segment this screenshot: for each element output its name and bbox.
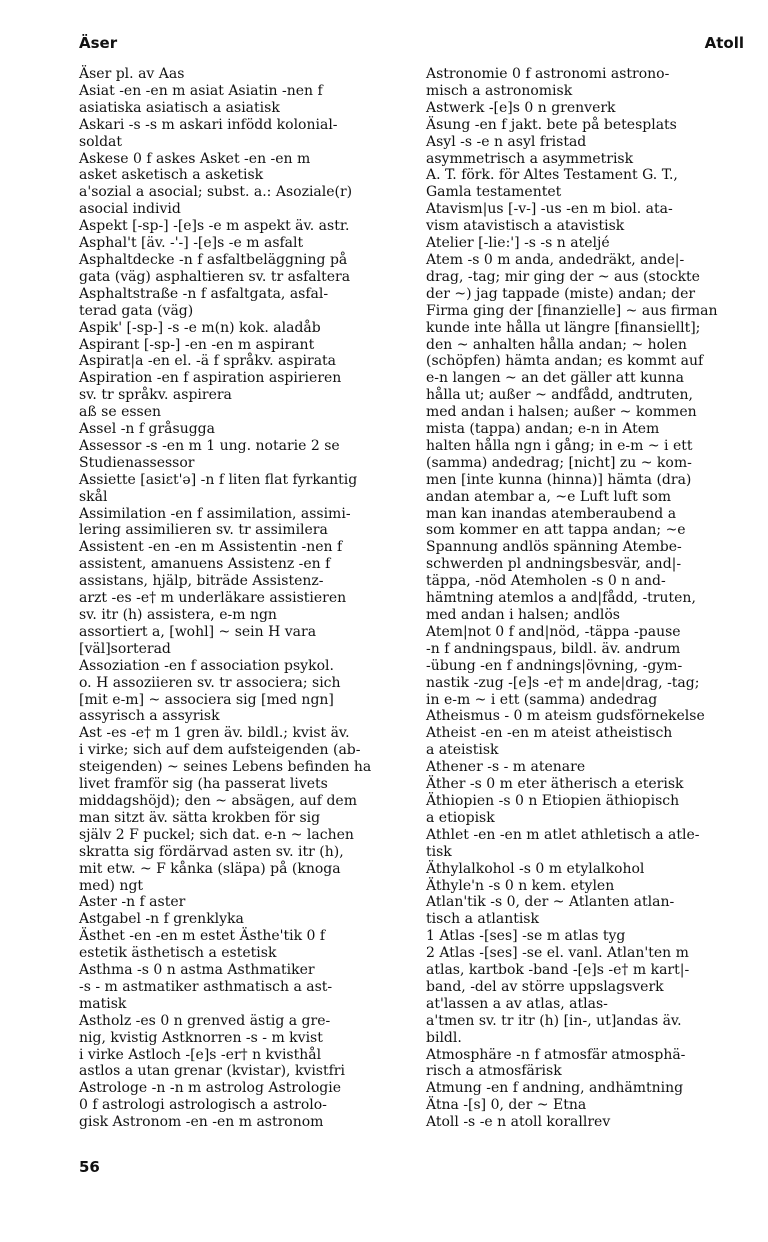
entry-line: Aspekt [-sp-] -[e]s -e m aspekt äv. astr.	[79, 218, 350, 235]
entry-line: asocial individ	[79, 201, 181, 218]
entry-line: Äthiopien -s 0 n Etiopien äthiopisch	[426, 792, 680, 809]
entry-line: 1 Atlas -[ses] -se m atlas tyg	[426, 928, 626, 945]
entry-line: 0 f astrologi astrologisch a astrolo-	[79, 1097, 327, 1114]
entry-line: Atavism|us [-v-] -us -en m biol. ata-	[426, 201, 673, 218]
entry-line: sv. itr (h) assistera, e-m ngn	[79, 607, 277, 623]
entry-line: Äsung -en f jakt. bete på betesplats	[426, 116, 677, 133]
entry-line: Athener -s - m atenare	[426, 759, 586, 776]
entry-line: Askese 0 f askes Asket -en -en m	[79, 150, 311, 167]
entry-line: Asphal't [äv. -'-] -[e]s -e m asfalt	[79, 235, 304, 252]
entry-line: Studienassessor	[79, 454, 195, 471]
entry-line: Assiette [asiɛt'ə] -n f liten flat fyrkantig	[79, 471, 358, 488]
entry-line: täppa, -nöd Atemholen -s 0 n and-	[426, 573, 666, 590]
entry-line: skål	[79, 488, 108, 505]
entry-line: -n f andningspaus, bildl. äv. andrum	[426, 640, 681, 657]
entry-line: a etiopisk	[426, 809, 495, 826]
entry-line: Asphaltdecke -n f asfaltbeläggning på	[79, 251, 348, 268]
entry-line: Atem|not 0 f and|nöd, -täppa -pause	[426, 623, 681, 640]
entry-line: a'tmen sv. tr itr (h) [in-, ut]andas äv.	[426, 1012, 682, 1029]
entry-line: estetik ästhetisch a estetisk	[79, 945, 277, 962]
entry-line: Athlet -en -en m atlet athletisch a atle-	[426, 826, 700, 843]
entry-line: risch a atmosfärisk	[426, 1063, 562, 1080]
entry-line: tisch a atlantisk	[426, 911, 539, 928]
entry-line: Asthma -s 0 n astma Asthmatiker	[79, 962, 315, 979]
entry-line: med) ngt	[79, 877, 144, 894]
right-column	[426, 66, 747, 1131]
entry-line: gisk Astronom -en -en m astronom	[79, 1114, 324, 1131]
entry-line: Astrologe -n -n m astrolog Astrologie	[79, 1080, 342, 1097]
entry-line: Aspirat|a -en el. -ä f språkv. aspirata	[79, 353, 337, 370]
entry-line: Ast -es -e† m 1 gren äv. bildl.; kvist äv.	[79, 725, 350, 742]
entry-line: Aspiration -en f aspiration aspirieren	[79, 370, 342, 387]
entry-line: (schöpfen) hämta andan; es kommt auf	[426, 353, 704, 370]
entry-line: Astholz -es 0 n grenved ästig a gre-	[79, 1012, 331, 1029]
entry-line: in e-m ~ i ett (samma) andedrag	[426, 691, 658, 708]
entry-line: asiatiska asiatisch a asiatisk	[79, 99, 280, 116]
entry-line: Aster -n f aster	[79, 894, 186, 911]
entry-line: astlos a utan grenar (kvistar), kvistfri	[79, 1063, 345, 1080]
entry-line: o. H assoziieren sv. tr associera; sich	[79, 674, 341, 691]
entry-line: [mit e-m] ~ associera sig [med ngn]	[79, 691, 334, 708]
entry-line: schwerden pl andningsbesvär, and|-	[426, 556, 682, 573]
entry-line: nig, kvistig Astknorren -s - m kvist	[79, 1029, 323, 1046]
entry-line: aß se essen	[79, 404, 162, 421]
entry-line: Firma ging der [finanzielle] ~ aus firman	[426, 302, 718, 319]
entry-line: Astgabel -n f grenklyka	[79, 911, 244, 928]
entry-line: i virke Astloch -[e]s -er† n kvisthål	[79, 1046, 322, 1063]
entry-line: -s - m astmatiker asthmatisch a ast-	[79, 978, 333, 995]
entry-line: e-n langen ~ an det gäller att kunna	[426, 370, 684, 387]
entry-line: men [inte kunna (hinna)] hämta (dra)	[426, 471, 692, 488]
entry-line: sv. tr språkv. aspirera	[79, 387, 232, 404]
entry-line: den ~ anhalten hålla andan; ~ holen	[426, 336, 687, 353]
entry-line: Assel -n f gråsugga	[79, 421, 215, 438]
entry-line: Äthyle'n -s 0 n kem. etylen	[426, 877, 615, 894]
guide-word-left: Äser	[79, 34, 118, 52]
entry-line: Atlan'tik -s 0, der ~ Atlanten atlan-	[426, 894, 675, 911]
entry-line: der ~) jag tappade (miste) andan; der	[426, 285, 696, 302]
entry-line: asket asketisch a asketisk	[79, 167, 264, 184]
entry-line: terad gata (väg)	[79, 302, 194, 319]
entry-line: Atoll -s -e n atoll korallrev	[426, 1114, 611, 1131]
entry-line: Assistent -en -en m Assistentin -nen f	[79, 539, 343, 556]
entry-line: med andan i halsen; andlös	[426, 607, 620, 623]
entry-line: bildl.	[426, 1029, 462, 1046]
entry-line: Asphaltstraße -n f asfaltgata, asfal-	[79, 285, 329, 302]
entry-line: a'sozial a asocial; subst. a.: Asoziale(r)	[79, 184, 353, 201]
entry-line: a ateistisk	[426, 742, 499, 759]
entry-line: (samma) andedrag; [nicht] zu ~ kom-	[426, 454, 692, 471]
entry-line: gata (väg) asphaltieren sv. tr asfaltera	[79, 268, 351, 285]
entry-line: Atelier [-lie:'] -s -s n ateljé	[426, 235, 610, 252]
entry-line: arzt -es -e† m underläkare assistieren	[79, 590, 347, 607]
entry-line: assistans, hjälp, biträde Assistenz-	[79, 573, 324, 590]
entry-line: Äther -s 0 m eter ätherisch a eterisk	[426, 776, 684, 793]
entry-line: Assimilation -en f assimilation, assimi-	[79, 505, 351, 522]
entry-line: man kan inandas atemberaubend a	[426, 505, 677, 522]
entry-line: Ästhet -en -en m estet Ästhe'tik 0 f	[79, 928, 326, 945]
entry-line: asymmetrisch a asymmetrisk	[426, 150, 634, 167]
guide-word-right: Atoll	[704, 34, 744, 52]
entry-line: Aspirant [-sp-] -en -en m aspirant	[79, 336, 315, 353]
entry-line: tisk	[426, 843, 452, 860]
entry-line: hämtning atemlos a and|fådd, -truten,	[426, 590, 696, 607]
entry-line: i virke; sich auf dem aufsteigenden (ab-	[79, 742, 361, 759]
entry-line: andan atembar a, ~e Luft luft som	[426, 488, 672, 505]
entry-line: -übung -en f andnings|övning, -gym-	[426, 657, 683, 674]
entry-line: middagshöjd); den ~ absägen, auf dem	[79, 792, 357, 809]
entry-line: steigenden) ~ seines Lebens befinden ha	[79, 759, 372, 776]
entry-line: Atmosphäre -n f atmosfär atmosphä-	[426, 1046, 686, 1063]
entry-line: Spannung andlös spänning Atembe-	[426, 539, 682, 556]
entry-line: Astronomie 0 f astronomi astrono-	[426, 66, 670, 82]
entry-line: med andan i halsen; außer ~ kommen	[426, 404, 697, 421]
entry-line: atlas, kartbok -band -[e]s -e† m kart|-	[426, 962, 690, 979]
entry-line: Atmung -en f andning, andhämtning	[426, 1080, 684, 1097]
entry-line: halten hålla ngn i gång; in e-m ~ i ett	[426, 437, 693, 454]
entry-line: at'lassen a av atlas, atlas-	[426, 995, 608, 1012]
entry-line: Äthylalkohol -s 0 m etylalkohol	[426, 860, 645, 877]
entry-line: Äser pl. av Aas	[79, 66, 185, 82]
page-number: 56	[79, 1158, 100, 1176]
entry-line: själv 2 F puckel; sich dat. e-n ~ lachen	[79, 826, 354, 843]
entry-line: band, -del av större uppslagsverk	[426, 978, 664, 995]
entry-line: Atheist -en -en m ateist atheistisch	[426, 725, 673, 742]
entry-line: matisk	[79, 995, 127, 1012]
entry-line: hålla ut; außer ~ andfådd, andtruten,	[426, 387, 693, 404]
entry-line: man sitzt äv. sätta krokben för sig	[79, 809, 321, 826]
entry-line: assortiert a, [wohl] ~ sein H vara	[79, 623, 317, 640]
entry-line: Gamla testamentet	[426, 184, 562, 201]
entry-line: vism atavistisch a atavistisk	[426, 218, 625, 235]
entry-line: assistent, amanuens Assistenz -en f	[79, 556, 331, 573]
entry-line: livet framför sig (ha passerat livets	[79, 776, 328, 793]
entry-line: Assoziation -en f association psykol.	[79, 657, 334, 674]
entry-line: mit etw. ~ F kånka (släpa) på (knoga	[79, 860, 341, 877]
entry-line: drag, -tag; mir ging der ~ aus (stockte	[426, 268, 700, 285]
entry-line: [väl]sorterad	[79, 640, 171, 657]
entry-line: som kommer en att tappa andan; ~e	[426, 522, 686, 539]
entry-line: skratta sig fördärvad asten sv. itr (h),	[79, 843, 344, 860]
entry-line: kunde inte hålla ut längre [finansiellt];	[426, 319, 701, 336]
entry-line: Aspik' [-sp-] -s -e m(n) kok. aladåb	[79, 319, 321, 336]
entry-line: Asiat -en -en m asiat Asiatin -nen f	[79, 82, 323, 99]
entry-line: Ätna -[s] 0, der ~ Etna	[426, 1097, 587, 1114]
entry-line: 2 Atlas -[ses] -se el. vanl. Atlan'ten m	[426, 945, 689, 962]
entry-line: assyrisch a assyrisk	[79, 708, 220, 725]
entry-line: Atheismus - 0 m ateism gudsförnekelse	[426, 708, 705, 725]
entry-line: Askari -s -s m askari infödd kolonial-	[79, 116, 338, 133]
entry-line: Assessor -s -en m 1 ung. notarie 2 se	[79, 437, 340, 454]
entry-line: A. T. förk. för Altes Testament G. T.,	[426, 167, 678, 184]
entry-line: lering assimilieren sv. tr assimilera	[79, 522, 328, 539]
entry-line: Atem -s 0 m anda, andedräkt, ande|-	[426, 251, 685, 268]
entry-line: Asyl -s -e n asyl fristad	[426, 133, 587, 150]
left-column	[79, 66, 401, 1131]
entry-line: nastik -zug -[e]s -e† m ande|drag, -tag;	[426, 674, 700, 691]
entry-line: mista (tappa) andan; e-n in Atem	[426, 421, 660, 438]
entry-line: misch a astronomisk	[426, 82, 573, 99]
entry-line: soldat	[79, 133, 123, 150]
entry-line: Astwerk -[e]s 0 n grenverk	[426, 99, 616, 116]
